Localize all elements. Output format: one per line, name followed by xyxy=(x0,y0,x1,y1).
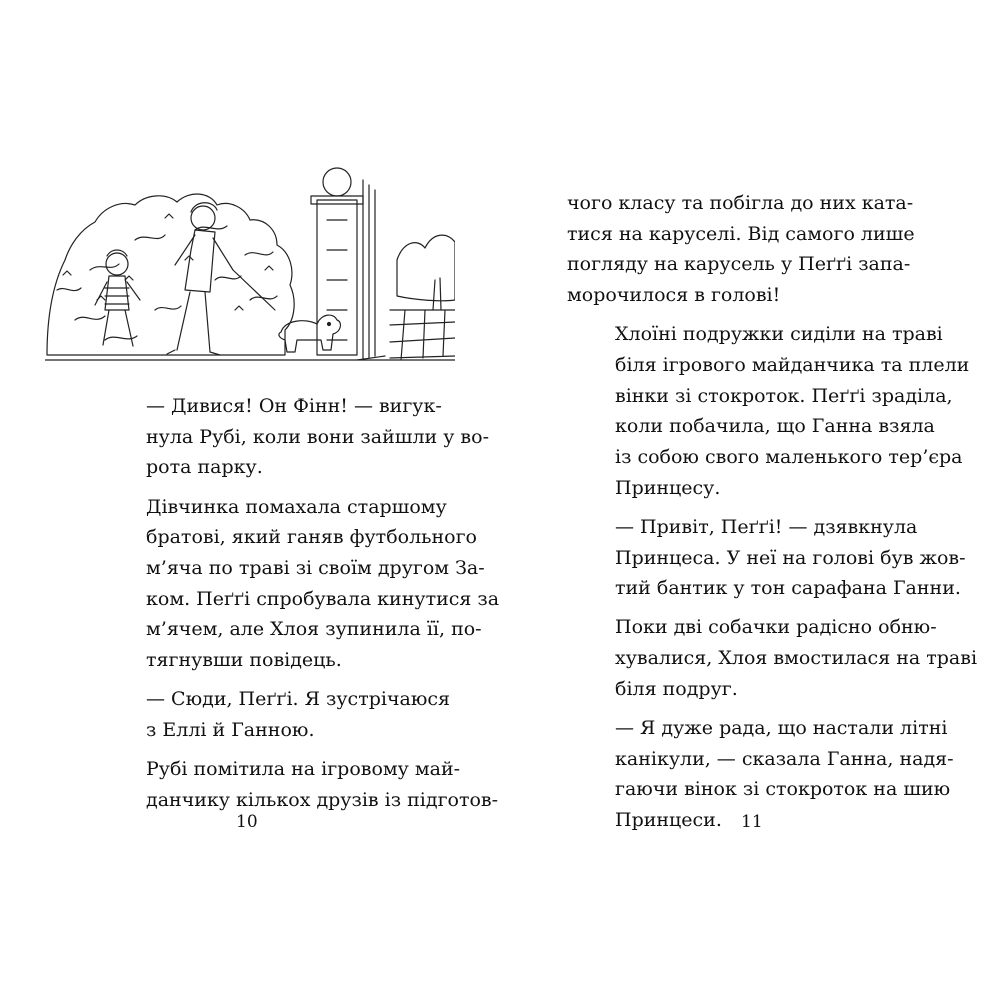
paragraph xyxy=(567,512,966,604)
text-line: — Сюди, Пеґґі. Я зустрічаюся xyxy=(146,688,450,711)
text-line: канікули, — сказала Ганна, надя- xyxy=(615,747,954,770)
right-page xyxy=(500,0,1000,1000)
paragraph xyxy=(567,319,970,503)
text-line: Хлоїні подружки сиділи на траві xyxy=(615,323,943,346)
text-line: данчику кількох друзів із підготов- xyxy=(146,788,499,811)
text-line: Принцеса. У неї на голові був жов- xyxy=(615,546,966,569)
text-line: Рубі помітила на ігровому май- xyxy=(146,757,461,780)
text-line: Поки дві собачки радісно обню- xyxy=(615,616,937,639)
paragraph xyxy=(98,754,499,815)
text-line: м’яча по траві зі своїм другом За- xyxy=(146,556,485,579)
text-line: із собою свого маленького тер’єра xyxy=(615,446,963,469)
text-line: нула Рубі, коли вони зайшли у во- xyxy=(146,425,489,448)
text-line: ком. Пеґґі спробувала кинутися за xyxy=(146,587,500,610)
text-line: Принцеси. xyxy=(615,808,722,831)
text-line: чого класу та побігла до них ката- xyxy=(567,192,914,214)
paragraph xyxy=(567,612,978,704)
text-line: тий бантик у тон сарафана Ганни. xyxy=(615,577,961,600)
text-line: братові, який ганяв футбольного xyxy=(146,526,477,549)
text-line: хувалися, Хлоя вмостилася на траві xyxy=(615,647,978,670)
paragraph xyxy=(567,188,915,311)
page-number: 10 xyxy=(236,812,258,832)
text-line: тягнувши повідець. xyxy=(146,649,342,672)
park-gate-sketch-icon xyxy=(45,160,455,370)
page-number: 11 xyxy=(741,812,763,832)
text-line: біля подруг. xyxy=(615,677,738,700)
text-line: морочилося в голові! xyxy=(567,284,781,307)
text-line: з Еллі й Ганною. xyxy=(146,718,315,741)
paragraph xyxy=(98,391,489,483)
text-line: Принцесу. xyxy=(615,476,721,499)
text-line: коли побачила, що Ганна взяла xyxy=(615,415,935,438)
text-line: гаючи вінок зі стокроток на шию xyxy=(615,778,951,801)
text-line: м’ячем, але Хлоя зупинила її, по- xyxy=(146,618,482,641)
text-line: — Привіт, Пеґґі! — дзявкнула xyxy=(615,515,918,538)
text-line: — Я дуже рада, що настали літні xyxy=(615,716,948,739)
text-line: — Дивися! Он Фінн! — вигук- xyxy=(146,395,442,417)
left-page-text xyxy=(98,391,500,815)
right-page-text xyxy=(567,188,978,836)
paragraph xyxy=(98,492,500,676)
text-line: рота парку. xyxy=(146,456,263,479)
text-line: вінки зі стокроток. Пеґґі зраділа, xyxy=(615,384,953,407)
text-line: Дівчинка помахала старшому xyxy=(146,495,447,518)
text-line: погляду на карусель у Пеґґі запа- xyxy=(567,253,911,276)
text-line: біля ігрового майданчика та плели xyxy=(615,353,970,376)
text-line: тися на каруселі. Від самого лише xyxy=(567,222,915,245)
paragraph xyxy=(567,713,954,836)
paragraph xyxy=(98,684,450,745)
